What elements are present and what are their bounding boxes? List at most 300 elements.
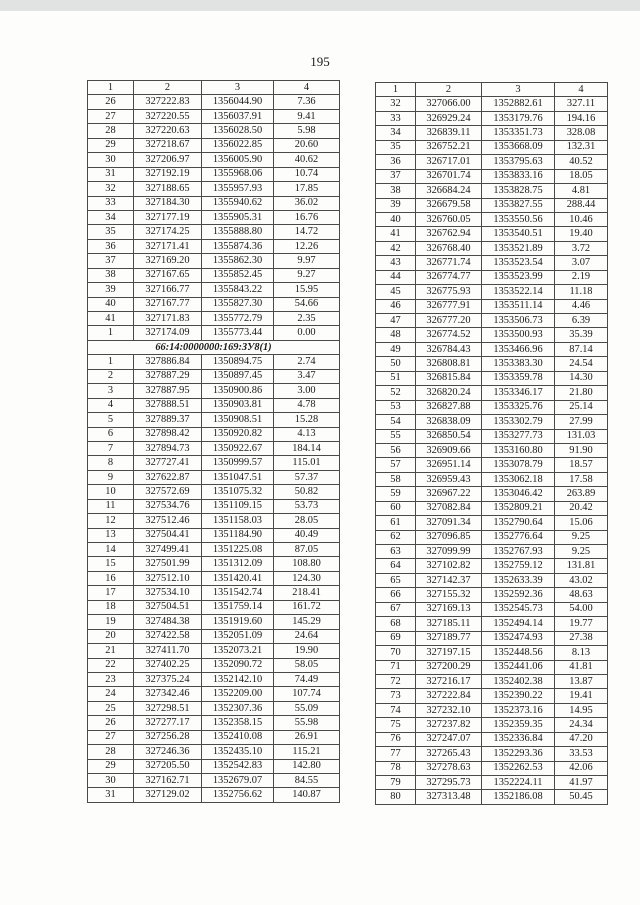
table-cell: 47 xyxy=(376,314,416,328)
table-cell: 37 xyxy=(376,169,416,183)
table-cell: 22 xyxy=(88,658,134,672)
table-row xyxy=(88,672,340,686)
table-cell: 40.49 xyxy=(274,528,340,542)
table-cell: 1353383.30 xyxy=(482,357,555,371)
table-cell: 263.89 xyxy=(555,487,608,501)
table-cell: 1351075.32 xyxy=(202,485,274,499)
table-cell: 8.13 xyxy=(555,646,608,660)
table-row xyxy=(376,198,608,212)
table-cell: 9.97 xyxy=(274,254,340,268)
table-cell: 72 xyxy=(376,674,416,688)
table-row xyxy=(376,212,608,226)
table-cell: 2.74 xyxy=(274,355,340,369)
table-cell: 327167.77 xyxy=(134,297,202,311)
table-cell: 55 xyxy=(376,429,416,443)
page-number: 195 xyxy=(310,54,330,69)
table-cell: 1351184.90 xyxy=(202,528,274,542)
table-cell: 75 xyxy=(376,718,416,732)
table-row xyxy=(376,97,608,111)
table-cell: 91.90 xyxy=(555,443,608,457)
coordinates-table-right xyxy=(375,82,608,805)
table-cell: 36 xyxy=(376,155,416,169)
table-cell: 4.78 xyxy=(274,398,340,412)
table-cell: 1355905.31 xyxy=(202,210,274,224)
table-cell: 1355772.79 xyxy=(202,312,274,326)
table-row xyxy=(88,441,340,455)
table-cell: 10.74 xyxy=(274,167,340,181)
table-cell: 1353540.51 xyxy=(482,227,555,241)
table-cell: 34 xyxy=(88,210,134,224)
table-cell: 24 xyxy=(88,687,134,701)
table-cell: 14.30 xyxy=(555,371,608,385)
table-cell: 16 xyxy=(88,571,134,585)
table-row xyxy=(88,254,340,268)
table-cell: 1352390.22 xyxy=(482,689,555,703)
table-cell: 21 xyxy=(88,644,134,658)
table-row xyxy=(376,299,608,313)
table-cell: 20 xyxy=(88,629,134,643)
table-cell: 142.80 xyxy=(274,759,340,773)
table-cell: 327205.50 xyxy=(134,759,202,773)
table-cell: 327197.15 xyxy=(416,646,482,660)
table-cell: 34 xyxy=(376,126,416,140)
table-cell: 1353827.55 xyxy=(482,198,555,212)
table-cell: 28 xyxy=(88,745,134,759)
table-row xyxy=(88,109,340,123)
table-cell: 1352209.00 xyxy=(202,687,274,701)
table-cell: 327727.41 xyxy=(134,456,202,470)
table-cell: 1353522.14 xyxy=(482,285,555,299)
table-row xyxy=(376,516,608,530)
table-cell: 14.72 xyxy=(274,225,340,239)
table-row xyxy=(376,487,608,501)
table-cell: 1351158.03 xyxy=(202,514,274,528)
table-row xyxy=(376,371,608,385)
table-cell: 31 xyxy=(88,167,134,181)
table-cell: 32 xyxy=(376,97,416,111)
table-cell: 1353828.75 xyxy=(482,184,555,198)
table-cell: 1352359.35 xyxy=(482,718,555,732)
table-row xyxy=(376,573,608,587)
table-cell: 327512.46 xyxy=(134,514,202,528)
table-cell: 326839.11 xyxy=(416,126,482,140)
table-cell: 327232.10 xyxy=(416,703,482,717)
table-cell: 1352448.56 xyxy=(482,646,555,660)
table-cell: 32 xyxy=(88,182,134,196)
table-row xyxy=(88,701,340,715)
table-cell: 1356044.90 xyxy=(202,95,274,109)
table-cell: 10.46 xyxy=(555,212,608,226)
table-cell: 43.02 xyxy=(555,573,608,587)
table-cell: 326850.54 xyxy=(416,429,482,443)
table-cell: 31 xyxy=(88,788,134,802)
table-row xyxy=(376,718,608,732)
table-row xyxy=(376,674,608,688)
table-cell: 9 xyxy=(88,470,134,484)
table-cell: 1351109.15 xyxy=(202,499,274,513)
table-row xyxy=(376,155,608,169)
table-cell: 39 xyxy=(376,198,416,212)
table-cell: 1352373.16 xyxy=(482,703,555,717)
table-cell: 327142.37 xyxy=(416,573,482,587)
table-cell: 11 xyxy=(88,499,134,513)
table-cell: 23 xyxy=(88,672,134,686)
table-cell: 131.03 xyxy=(555,429,608,443)
table-cell: 327216.17 xyxy=(416,674,482,688)
column-header: 2 xyxy=(134,81,202,95)
table-cell: 1352759.12 xyxy=(482,559,555,573)
table-cell: 66 xyxy=(376,588,416,602)
table-cell: 327504.51 xyxy=(134,600,202,614)
table-cell: 326777.91 xyxy=(416,299,482,313)
table-cell: 1352633.39 xyxy=(482,573,555,587)
table-cell: 326777.20 xyxy=(416,314,482,328)
table-row xyxy=(88,557,340,571)
table-cell: 9.25 xyxy=(555,530,608,544)
table-cell: 11.18 xyxy=(555,285,608,299)
table-row xyxy=(376,415,608,429)
table-cell: 26.91 xyxy=(274,730,340,744)
table-cell: 5 xyxy=(88,413,134,427)
table-cell: 326774.77 xyxy=(416,270,482,284)
table-cell: 1351919.60 xyxy=(202,615,274,629)
table-cell: 3.07 xyxy=(555,256,608,270)
table-cell: 33.53 xyxy=(555,747,608,761)
table-cell: 8 xyxy=(88,456,134,470)
table-cell: 26 xyxy=(88,716,134,730)
table-cell: 6 xyxy=(88,427,134,441)
table-row xyxy=(376,545,608,559)
table-cell: 327102.82 xyxy=(416,559,482,573)
table-cell: 15.28 xyxy=(274,413,340,427)
table-cell: 1353277.73 xyxy=(482,429,555,443)
table-cell: 87.05 xyxy=(274,543,340,557)
table-cell: 4.46 xyxy=(555,299,608,313)
section-row xyxy=(88,340,340,354)
table-cell: 41.97 xyxy=(555,776,608,790)
table-cell: 194.16 xyxy=(555,111,608,125)
table-cell: 17.85 xyxy=(274,182,340,196)
table-cell: 327.11 xyxy=(555,97,608,111)
column-header: 3 xyxy=(202,81,274,95)
table-row xyxy=(376,140,608,154)
table-cell: 50.82 xyxy=(274,485,340,499)
table-cell: 327222.83 xyxy=(134,95,202,109)
table-row xyxy=(88,470,340,484)
table-cell: 327184.30 xyxy=(134,196,202,210)
table-cell: 44 xyxy=(376,270,416,284)
table-cell: 9.27 xyxy=(274,268,340,282)
table-cell: 28.05 xyxy=(274,514,340,528)
table-row xyxy=(88,528,340,542)
table-cell: 1352882.61 xyxy=(482,97,555,111)
table-cell: 1352435.10 xyxy=(202,745,274,759)
table-cell: 1351225.08 xyxy=(202,543,274,557)
table-cell: 124.30 xyxy=(274,571,340,585)
table-cell: 40 xyxy=(376,212,416,226)
table-row xyxy=(88,124,340,138)
table-cell: 1352545.73 xyxy=(482,602,555,616)
table-cell: 29 xyxy=(88,759,134,773)
table-row xyxy=(88,644,340,658)
table-cell: 13.87 xyxy=(555,674,608,688)
table-cell: 145.29 xyxy=(274,615,340,629)
table-cell: 2 xyxy=(88,369,134,383)
table-row xyxy=(88,759,340,773)
table-cell: 30 xyxy=(88,774,134,788)
table-cell: 1 xyxy=(88,326,134,340)
table-cell: 327534.76 xyxy=(134,499,202,513)
table-cell: 79 xyxy=(376,776,416,790)
table-cell: 39 xyxy=(88,283,134,297)
table-row xyxy=(376,732,608,746)
table-cell: 1352776.64 xyxy=(482,530,555,544)
table-cell: 1351312.09 xyxy=(202,557,274,571)
table-row xyxy=(88,658,340,672)
table-cell: 328.08 xyxy=(555,126,608,140)
table-cell: 326967.22 xyxy=(416,487,482,501)
table-cell: 326717.01 xyxy=(416,155,482,169)
table-cell: 2.19 xyxy=(555,270,608,284)
table-cell: 33 xyxy=(88,196,134,210)
table-cell: 1352051.09 xyxy=(202,629,274,643)
table-cell: 161.72 xyxy=(274,600,340,614)
table-cell: 107.74 xyxy=(274,687,340,701)
table-row xyxy=(376,227,608,241)
table-cell: 38 xyxy=(88,268,134,282)
table-cell: 184.14 xyxy=(274,441,340,455)
table-cell: 42 xyxy=(376,241,416,255)
section-title: 66:14:0000000:169:ЗУ8(1) xyxy=(88,340,340,354)
table-cell: 48 xyxy=(376,328,416,342)
table-cell: 327422.58 xyxy=(134,629,202,643)
table-cell: 1353833.16 xyxy=(482,169,555,183)
table-cell: 43 xyxy=(376,256,416,270)
table-row xyxy=(88,499,340,513)
table-cell: 4.13 xyxy=(274,427,340,441)
table-cell: 1350894.75 xyxy=(202,355,274,369)
table-cell: 1352441.06 xyxy=(482,660,555,674)
table-cell: 327887.29 xyxy=(134,369,202,383)
table-cell: 5.98 xyxy=(274,124,340,138)
table-row xyxy=(88,297,340,311)
table-row xyxy=(376,400,608,414)
table-row xyxy=(88,312,340,326)
table-cell: 326684.24 xyxy=(416,184,482,198)
table-cell: 18 xyxy=(88,600,134,614)
table-row xyxy=(88,225,340,239)
table-cell: 327889.37 xyxy=(134,413,202,427)
table-cell: 3.47 xyxy=(274,369,340,383)
table-cell: 327501.99 xyxy=(134,557,202,571)
table-cell: 1352262.53 xyxy=(482,761,555,775)
table-row xyxy=(88,384,340,398)
table-cell: 1353078.79 xyxy=(482,458,555,472)
table-row xyxy=(88,283,340,297)
table-row xyxy=(376,184,608,198)
table-cell: 24.64 xyxy=(274,629,340,643)
table-row xyxy=(88,730,340,744)
table-cell: 20.42 xyxy=(555,501,608,515)
table-cell: 327402.25 xyxy=(134,658,202,672)
table-cell: 26 xyxy=(88,95,134,109)
table-cell: 1353523.99 xyxy=(482,270,555,284)
table-cell: 40.52 xyxy=(555,155,608,169)
table-cell: 17 xyxy=(88,586,134,600)
table-row xyxy=(88,485,340,499)
table-cell: 327246.36 xyxy=(134,745,202,759)
coordinates-table-left xyxy=(87,80,340,803)
table-cell: 69 xyxy=(376,631,416,645)
table-cell: 1355862.30 xyxy=(202,254,274,268)
table-cell: 1351759.14 xyxy=(202,600,274,614)
table-row xyxy=(88,210,340,224)
table-cell: 54.00 xyxy=(555,602,608,616)
table-row xyxy=(376,429,608,443)
table-cell: 55.09 xyxy=(274,701,340,715)
table-cell: 68 xyxy=(376,617,416,631)
table-cell: 17.58 xyxy=(555,472,608,486)
table-cell: 4.81 xyxy=(555,184,608,198)
table-cell: 19.77 xyxy=(555,617,608,631)
table-cell: 9.41 xyxy=(274,109,340,123)
table-cell: 53.73 xyxy=(274,499,340,513)
table-cell: 327237.82 xyxy=(416,718,482,732)
table-row xyxy=(88,571,340,585)
table-row xyxy=(376,285,608,299)
table-row xyxy=(376,617,608,631)
table-cell: 27 xyxy=(88,730,134,744)
table-cell: 14.95 xyxy=(555,703,608,717)
table-cell: 1352090.72 xyxy=(202,658,274,672)
table-cell: 1352809.21 xyxy=(482,501,555,515)
table-cell: 327171.83 xyxy=(134,312,202,326)
header-row xyxy=(88,81,340,95)
table-row xyxy=(376,602,608,616)
table-cell: 1350999.57 xyxy=(202,456,274,470)
table-cell: 1352410.08 xyxy=(202,730,274,744)
table-cell: 74.49 xyxy=(274,672,340,686)
table-cell: 65 xyxy=(376,573,416,587)
table-cell: 10 xyxy=(88,485,134,499)
table-row xyxy=(376,256,608,270)
table-cell: 35.39 xyxy=(555,328,608,342)
table-cell: 42.06 xyxy=(555,761,608,775)
table-cell: 52 xyxy=(376,386,416,400)
table-cell: 58 xyxy=(376,472,416,486)
table-cell: 55.98 xyxy=(274,716,340,730)
table-cell: 327894.73 xyxy=(134,441,202,455)
table-row xyxy=(376,458,608,472)
table-cell: 327155.32 xyxy=(416,588,482,602)
table-cell: 327298.51 xyxy=(134,701,202,715)
table-cell: 1352542.83 xyxy=(202,759,274,773)
table-cell: 132.31 xyxy=(555,140,608,154)
table-cell: 327169.13 xyxy=(416,602,482,616)
table-cell: 1352336.84 xyxy=(482,732,555,746)
table-cell: 7.36 xyxy=(274,95,340,109)
column-header: 2 xyxy=(416,83,482,97)
table-row xyxy=(376,703,608,717)
table-cell: 1353523.54 xyxy=(482,256,555,270)
table-cell: 288.44 xyxy=(555,198,608,212)
table-cell: 327886.84 xyxy=(134,355,202,369)
table-cell: 327174.25 xyxy=(134,225,202,239)
table-cell: 67 xyxy=(376,602,416,616)
table-cell: 1350920.82 xyxy=(202,427,274,441)
table-cell: 18.57 xyxy=(555,458,608,472)
table-cell: 327256.28 xyxy=(134,730,202,744)
table-cell: 80 xyxy=(376,790,416,804)
table-cell: 12.26 xyxy=(274,239,340,253)
table-cell: 9.25 xyxy=(555,545,608,559)
table-cell: 1352679.07 xyxy=(202,774,274,788)
table-cell: 1353506.73 xyxy=(482,314,555,328)
table-cell: 0.00 xyxy=(274,326,340,340)
table-row xyxy=(376,631,608,645)
table-cell: 1352474.93 xyxy=(482,631,555,645)
table-cell: 57.37 xyxy=(274,470,340,484)
table-row xyxy=(88,774,340,788)
table-cell: 327220.55 xyxy=(134,109,202,123)
table-cell: 27.99 xyxy=(555,415,608,429)
table-cell: 1353511.14 xyxy=(482,299,555,313)
table-cell: 33 xyxy=(376,111,416,125)
table-cell: 7 xyxy=(88,441,134,455)
table-cell: 53 xyxy=(376,400,416,414)
table-cell: 327167.65 xyxy=(134,268,202,282)
table-row xyxy=(88,716,340,730)
table-cell: 115.01 xyxy=(274,456,340,470)
table-row xyxy=(88,600,340,614)
table-cell: 19.90 xyxy=(274,644,340,658)
table-cell: 1355827.30 xyxy=(202,297,274,311)
table-cell: 35 xyxy=(88,225,134,239)
table-cell: 37 xyxy=(88,254,134,268)
table-cell: 1353160.80 xyxy=(482,443,555,457)
table-cell: 327265.43 xyxy=(416,747,482,761)
table-row xyxy=(376,241,608,255)
table-cell: 326775.93 xyxy=(416,285,482,299)
table-cell: 327622.87 xyxy=(134,470,202,484)
table-cell: 326815.84 xyxy=(416,371,482,385)
table-row xyxy=(376,689,608,703)
table-cell: 24.54 xyxy=(555,357,608,371)
table-cell: 1355888.80 xyxy=(202,225,274,239)
table-cell: 327185.11 xyxy=(416,617,482,631)
table-cell: 1352756.62 xyxy=(202,788,274,802)
table-row xyxy=(88,182,340,196)
table-cell: 1355843.22 xyxy=(202,283,274,297)
table-cell: 29 xyxy=(88,138,134,152)
table-cell: 1356005.90 xyxy=(202,153,274,167)
table-cell: 51 xyxy=(376,371,416,385)
table-cell: 327091.34 xyxy=(416,516,482,530)
table-cell: 48.63 xyxy=(555,588,608,602)
table-cell: 326959.43 xyxy=(416,472,482,486)
table-cell: 1353046.42 xyxy=(482,487,555,501)
table-cell: 327220.63 xyxy=(134,124,202,138)
table-cell: 41 xyxy=(88,312,134,326)
table-cell: 1352494.14 xyxy=(482,617,555,631)
table-cell: 327484.38 xyxy=(134,615,202,629)
table-cell: 1353351.73 xyxy=(482,126,555,140)
table-cell: 46 xyxy=(376,299,416,313)
table-cell: 1350903.81 xyxy=(202,398,274,412)
table-row xyxy=(88,687,340,701)
table-cell: 28 xyxy=(88,124,134,138)
table-cell: 327188.65 xyxy=(134,182,202,196)
